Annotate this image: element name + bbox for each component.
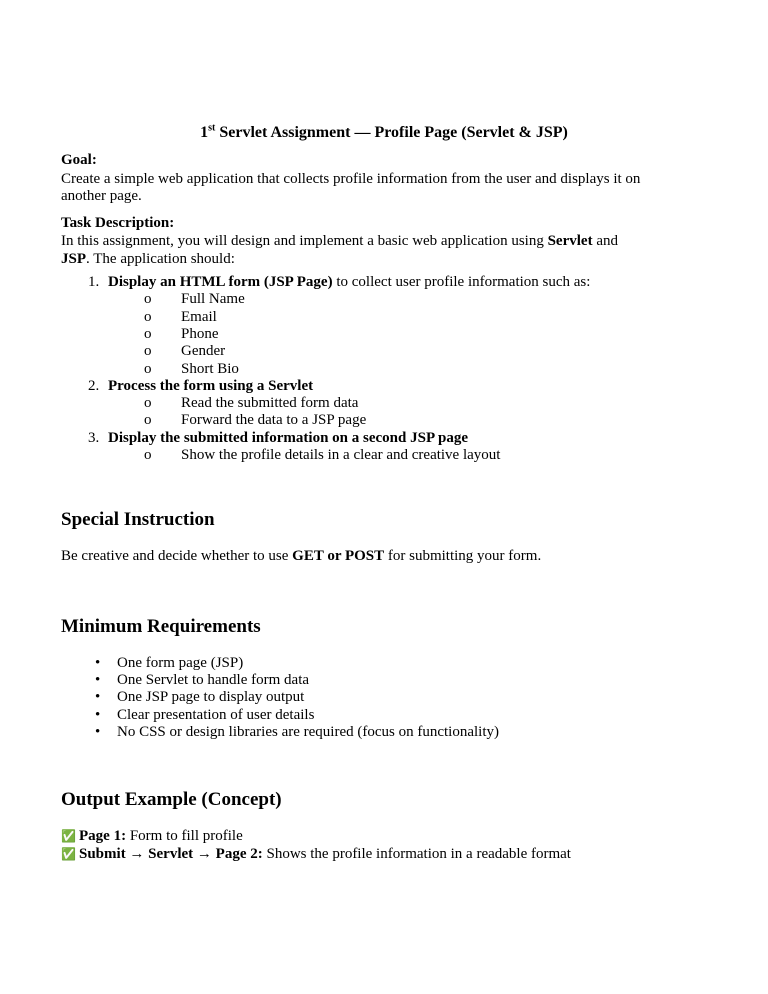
title-ordinal: st	[208, 122, 216, 134]
output-heading: Output Example (Concept)	[61, 789, 282, 810]
goal-text: Create a simple web application that collects profile information from the user and displays it on	[61, 171, 641, 187]
bullet-icon: •	[95, 672, 101, 689]
bullet-icon: •	[95, 706, 101, 723]
step-item: Process the form using a Servlet	[108, 377, 314, 394]
sub-item: Email	[181, 308, 217, 325]
sub-item: Forward the data to a JSP page	[181, 412, 367, 429]
sub-item: Show the profile details in a clear and creative layout	[181, 447, 501, 463]
sub-bullet-icon: o	[144, 325, 152, 342]
sub-item: Phone	[181, 325, 219, 342]
requirement-item: One form page (JSP)	[117, 655, 244, 671]
step-number	[88, 430, 99, 447]
step-number: 1.	[88, 274, 100, 290]
requirement-item: One Servlet to handle form data	[117, 672, 310, 689]
step-number	[88, 274, 99, 291]
sub-bullet-icon: o	[144, 291, 152, 308]
step-item: Display the submitted information on a second JSP page	[108, 429, 469, 446]
step-number: 3.	[88, 429, 100, 446]
check-icon: ✅	[61, 829, 76, 843]
sub-item: Gender	[181, 343, 226, 360]
special-heading: Special Instruction	[61, 509, 215, 530]
check-icon: ✅	[61, 847, 76, 861]
minimum-heading: Minimum Requirements	[61, 616, 261, 637]
output-line: Submit → Servlet → Page 2: Shows the profile information in a readable format	[79, 846, 571, 862]
sub-bullet-icon: o	[144, 308, 152, 325]
step-number: 2.	[88, 377, 100, 394]
requirement-item: No CSS or design libraries are required (focus on functionality)	[117, 723, 499, 740]
requirement-item: Clear presentation of user details	[117, 706, 315, 723]
requirement-item: One JSP page to display output	[117, 689, 305, 706]
title-text: Servlet Assignment — Profile Page (Servlet & JSP)	[215, 124, 568, 141]
sub-bullet-icon: o	[144, 343, 152, 360]
sub-bullet-icon: o	[144, 412, 152, 429]
task-label: Task Description:	[61, 215, 175, 231]
title-number: 1	[200, 124, 209, 141]
step-item: Display an HTML form (JSP Page) to collect user profile information such as:	[108, 274, 591, 290]
special-text: Be creative and decide whether to use GET or POST for submitting your form.	[61, 548, 542, 564]
sub-bullet-icon: o	[144, 360, 152, 377]
goal-text-cont: another page.	[61, 188, 142, 204]
task-text-cont: JSP. The application should:	[61, 251, 235, 267]
document-title	[0, 124, 768, 141]
sub-item: Short Bio	[181, 360, 239, 377]
sub-item: Read the submitted form data	[181, 395, 359, 412]
task-text: In this assignment, you will design and implement a basic web application using Servlet and	[61, 233, 618, 249]
sub-item: Full Name	[181, 291, 245, 308]
bullet-icon: •	[95, 655, 101, 671]
step-number	[88, 378, 99, 395]
goal-label: Goal:	[61, 152, 97, 168]
bullet-icon: •	[95, 689, 101, 706]
bullet-icon: •	[95, 723, 101, 740]
sub-bullet-icon: o	[144, 447, 152, 463]
output-line: Page 1: Form to fill profile	[79, 828, 243, 844]
sub-bullet-icon: o	[144, 395, 152, 412]
